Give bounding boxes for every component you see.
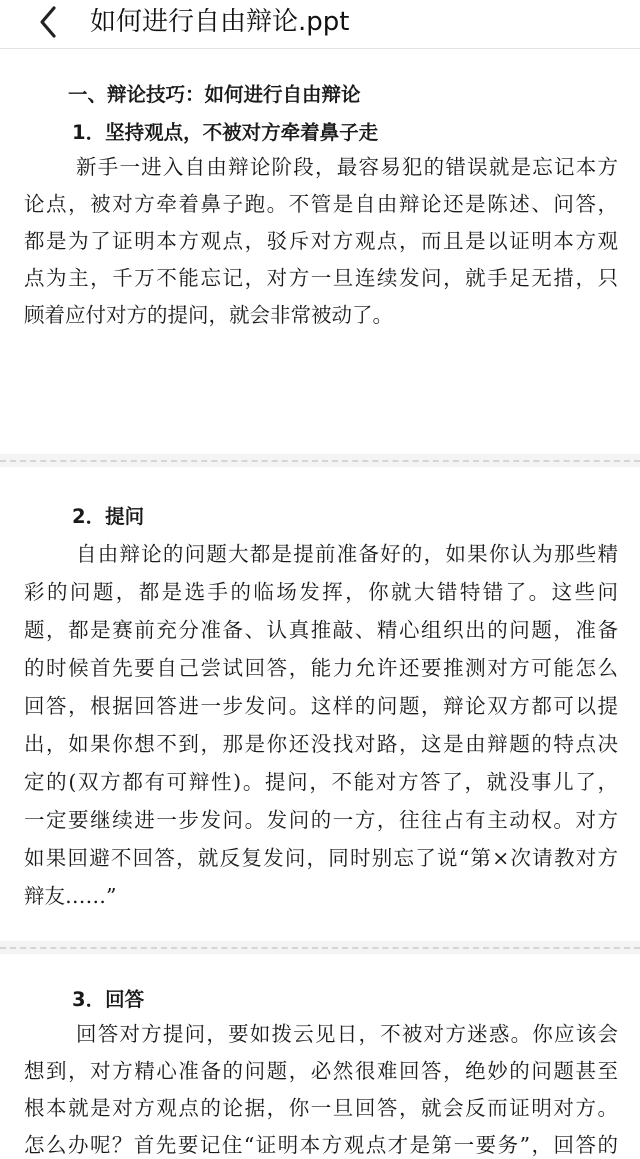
document-page-2 <box>0 467 640 941</box>
paragraph-line: 根本就是对方观点的论据，你一旦回答，就会反而证明对方。 <box>24 1096 618 1120</box>
subsection-heading: 1．坚持观点，不被对方牵着鼻子走 <box>72 121 379 144</box>
paragraph-line: 彩的问题，都是选手的临场发挥，你就大错特错了。这些问 <box>24 580 618 604</box>
paragraph-line: 自由辩论的问题大都是提前准备好的，如果你认为那些精 <box>76 542 618 566</box>
subsection-heading: 2．提问 <box>72 505 145 528</box>
page-divider <box>0 460 640 462</box>
paragraph-line: 如果回避不回答，就反复发问，同时别忘了说“第×次请教对方 <box>24 846 618 870</box>
back-button[interactable] <box>30 2 70 42</box>
page-divider <box>0 947 640 949</box>
paragraph-line: 出，如果你想不到，那是你还没找对路，这是由辩题的特点决 <box>24 732 618 756</box>
document-viewer[interactable] <box>0 49 640 1159</box>
paragraph-line: 顾着应付对方的提问，就会非常被动了。 <box>24 303 393 327</box>
paragraph-line: 题，都是赛前充分准备、认真推敲、精心组织出的问题，准备 <box>24 618 618 642</box>
paragraph-line: 点为主，千万不能忘记，对方一旦连续发问，就手足无措，只 <box>24 266 618 290</box>
paragraph-line: 都是为了证明本方观点，驳斥对方观点，而且是以证明本方观 <box>24 229 618 253</box>
paragraph-line: 怎么办呢？首先要记住“证明本方观点才是第一要务”，回答的 <box>24 1133 618 1157</box>
document-page-1 <box>0 49 640 454</box>
paragraph-line: 定的(双方都有可辩性)。提问，不能对方答了，就没事儿了， <box>24 770 618 794</box>
paragraph-line: 想到，对方精心准备的问题，必然很难回答，绝妙的问题甚至 <box>24 1059 618 1083</box>
top-bar <box>0 0 640 49</box>
document-page-3 <box>0 954 640 1159</box>
paragraph-line: 回答对方提问，要如拨云见日，不被对方迷惑。你应该会 <box>76 1022 618 1046</box>
subsection-heading: 3．回答 <box>72 988 145 1011</box>
chevron-left-icon <box>30 2 70 42</box>
paragraph-line: 一定要继续进一步发问。发问的一方，往往占有主动权。对方 <box>24 808 618 832</box>
paragraph-line: 辩友……” <box>24 884 117 908</box>
paragraph-line: 回答，根据回答进一步发问。这样的问题，辩论双方都可以提 <box>24 694 618 718</box>
paragraph-line: 的时候首先要自己尝试回答，能力允许还要推测对方可能怎么 <box>24 656 618 680</box>
document-title: 如何进行自由辩论.ppt <box>90 7 350 37</box>
section-heading: 一、辩论技巧：如何进行自由辩论 <box>68 83 361 106</box>
paragraph-line: 新手一进入自由辩论阶段，最容易犯的错误就是忘记本方 <box>76 155 618 179</box>
paragraph-line: 论点，被对方牵着鼻子跑。不管是自由辩论还是陈述、问答， <box>24 192 618 216</box>
